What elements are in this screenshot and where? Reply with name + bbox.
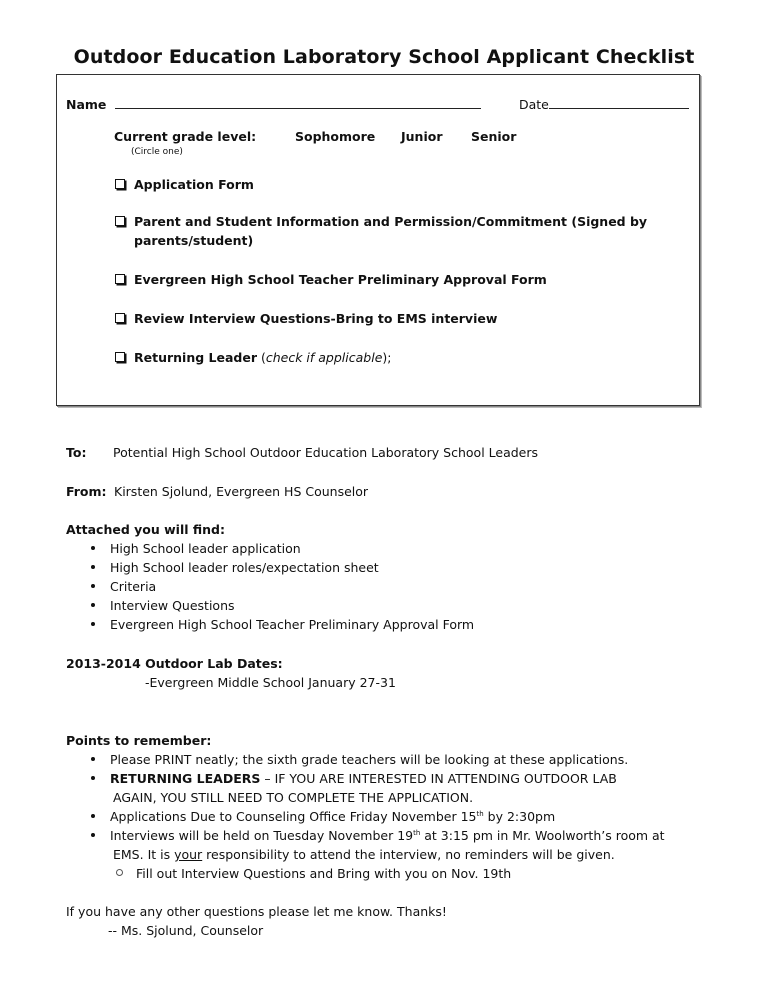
checkbox-icon[interactable] bbox=[115, 274, 125, 284]
attached-item-text: High School leader roles/expectation sheet bbox=[110, 560, 379, 575]
point-text: by 2:30pm bbox=[483, 809, 556, 824]
point-text: Interviews will be held on Tuesday November 19 bbox=[110, 828, 414, 843]
grade-option-senior[interactable]: Senior bbox=[471, 129, 517, 144]
checklist-item-label: Application Form bbox=[134, 177, 254, 192]
attached-item bbox=[91, 541, 301, 556]
point-item bbox=[91, 828, 665, 843]
bullet-icon bbox=[91, 603, 95, 607]
checklist-item-label: Review Interview Questions-Bring to EMS interview bbox=[134, 311, 498, 326]
attached-item bbox=[91, 617, 474, 632]
ordinal-suffix: th bbox=[413, 828, 421, 837]
checkbox-icon[interactable] bbox=[115, 179, 125, 189]
point-text: – IF YOU ARE INTERESTED IN ATTENDING OUTDOOR LAB bbox=[260, 771, 617, 786]
checklist-item-label-line2: parents/student) bbox=[134, 233, 254, 248]
attached-item-text: Evergreen High School Teacher Preliminary Approval Form bbox=[110, 617, 475, 632]
point-text: Applications Due to Counseling Office Friday November 15 bbox=[110, 809, 477, 824]
checklist-item-returning-leader[interactable] bbox=[115, 350, 391, 365]
grade-hint: (Circle one) bbox=[131, 147, 183, 157]
attached-item bbox=[91, 579, 156, 594]
point-text: Please PRINT neatly; the sixth grade teachers will be looking at these applications. bbox=[110, 752, 629, 767]
name-row bbox=[66, 96, 481, 112]
checklist-item-parent-student-permission[interactable] bbox=[115, 214, 647, 229]
checklist-item-review-interview[interactable] bbox=[115, 311, 497, 326]
bullet-icon bbox=[91, 757, 95, 761]
bullet-icon bbox=[91, 814, 95, 818]
date-row bbox=[519, 96, 689, 112]
checklist-item-label: Evergreen High School Teacher Preliminary Approval Form bbox=[134, 272, 547, 287]
date-label: Date bbox=[519, 97, 549, 112]
name-field[interactable] bbox=[115, 96, 481, 109]
point-text: at 3:15 pm in Mr. Woolworth’s room at bbox=[420, 828, 665, 843]
sub-point-item bbox=[116, 866, 511, 881]
checkbox-icon[interactable] bbox=[115, 216, 125, 226]
attached-item-text: Criteria bbox=[110, 579, 157, 594]
dates-heading: 2013-2014 Outdoor Lab Dates: bbox=[66, 656, 283, 671]
from-label: From: bbox=[66, 484, 107, 499]
bullet-icon bbox=[91, 546, 95, 550]
point-text-underlined: your bbox=[174, 847, 203, 862]
checklist-item-label: Parent and Student Information and Permission/Commitment (Signed by bbox=[134, 214, 648, 229]
points-heading: Points to remember: bbox=[66, 733, 212, 748]
bullet-icon bbox=[91, 622, 95, 626]
grade-option-junior[interactable]: Junior bbox=[401, 129, 443, 144]
point-item bbox=[91, 771, 617, 786]
grade-label: Current grade level: bbox=[114, 129, 257, 144]
point-text-line2 bbox=[113, 847, 615, 862]
attached-item-text: Interview Questions bbox=[110, 598, 235, 613]
grade-option-sophomore[interactable]: Sophomore bbox=[295, 129, 376, 144]
checkbox-icon[interactable] bbox=[115, 352, 125, 362]
ordinal-suffix: th bbox=[476, 809, 484, 818]
point-item bbox=[91, 809, 555, 824]
from-value: Kirsten Sjolund, Evergreen HS Counselor bbox=[114, 484, 369, 499]
sub-point-text: Fill out Interview Questions and Bring with you on Nov. 19th bbox=[136, 866, 512, 881]
bullet-icon bbox=[91, 565, 95, 569]
checklist-item-note: check if applicable bbox=[265, 350, 383, 365]
dates-item: -Evergreen Middle School January 27-31 bbox=[145, 675, 396, 690]
note-paren: ( bbox=[257, 350, 266, 365]
point-item bbox=[91, 752, 628, 767]
attached-item bbox=[91, 598, 235, 613]
closing-text: If you have any other questions please let me know. Thanks! bbox=[66, 904, 447, 919]
note-paren: ); bbox=[382, 350, 392, 365]
to-value: Potential High School Outdoor Education Laboratory School Leaders bbox=[113, 445, 539, 460]
checklist-item-application-form[interactable] bbox=[115, 177, 254, 192]
checkbox-icon[interactable] bbox=[115, 313, 125, 323]
circle-bullet-icon bbox=[116, 869, 123, 876]
name-label: Name bbox=[66, 97, 107, 112]
bullet-icon bbox=[91, 584, 95, 588]
point-text-line2: AGAIN, YOU STILL NEED TO COMPLETE THE APPLICATION. bbox=[113, 790, 474, 805]
point-text-bold: RETURNING LEADERS bbox=[110, 771, 261, 786]
bullet-icon bbox=[91, 833, 95, 837]
point-text: EMS. It is bbox=[113, 847, 175, 862]
date-field[interactable] bbox=[549, 96, 689, 109]
point-text: responsibility to attend the interview, no reminders will be given. bbox=[202, 847, 615, 862]
signature: -- Ms. Sjolund, Counselor bbox=[108, 923, 264, 938]
to-label: To: bbox=[66, 445, 87, 460]
attached-item bbox=[91, 560, 379, 575]
page-title: Outdoor Education Laboratory School Applicant Checklist bbox=[73, 46, 695, 68]
checklist-item-label: Returning Leader bbox=[134, 350, 257, 365]
attached-heading: Attached you will find: bbox=[66, 522, 225, 537]
checklist-item-teacher-approval[interactable] bbox=[115, 272, 547, 287]
attached-item-text: High School leader application bbox=[110, 541, 301, 556]
bullet-icon bbox=[91, 776, 95, 780]
